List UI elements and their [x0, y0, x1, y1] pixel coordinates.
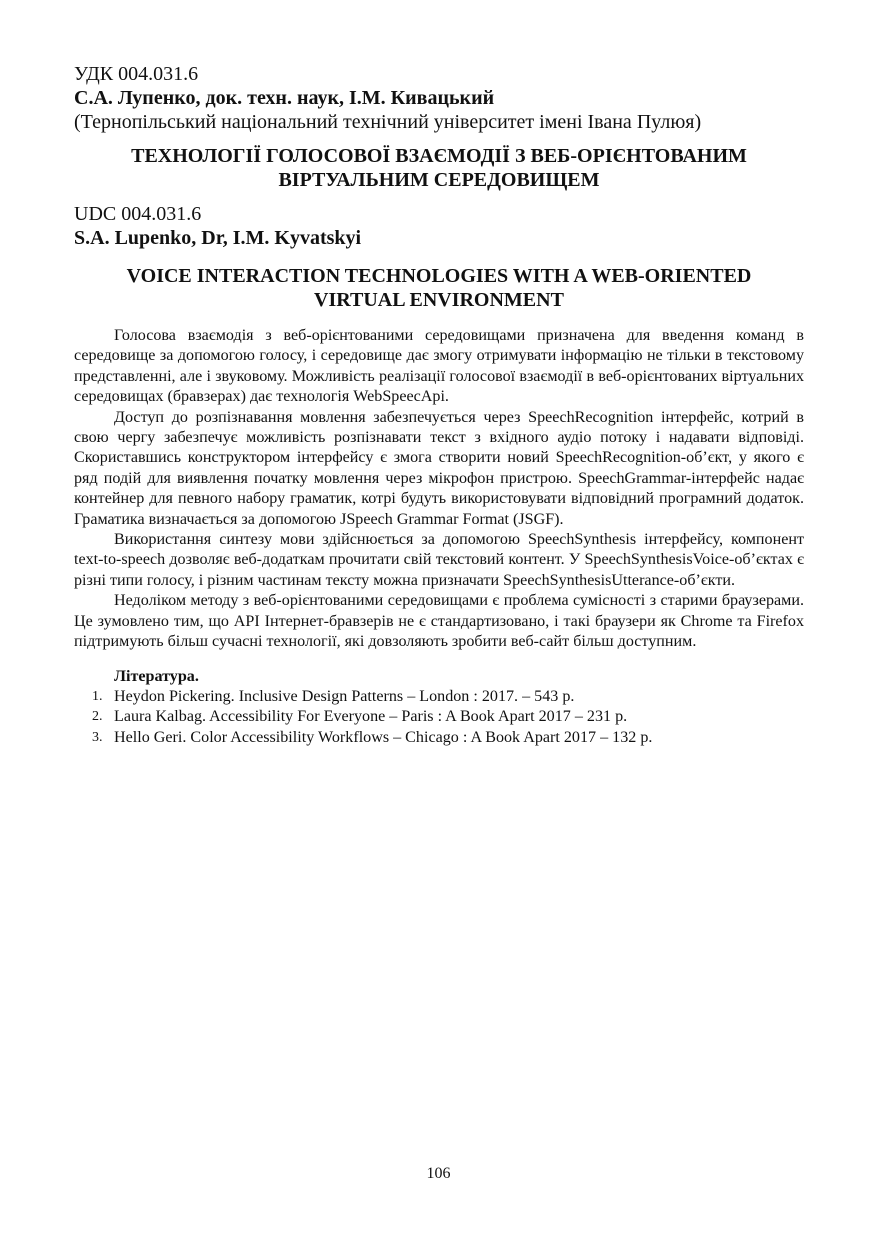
body-paragraph: Недоліком методу з веб-орієнтованими середовищами є проблема сумісності з старими браузерами. Це зумовлено тим, що API Інтернет-бравзерів не є стандартизовано, і такі браузери як Chrome та Firefox підтримують більш сучасні технології, які довзоляють зробити веб-сайт більш доступним.	[74, 592, 804, 651]
paper-title-en-line-1: VOICE INTERACTION TECHNOLOGIES WITH A WEB-ORIENTED	[126, 265, 752, 287]
reference-number: 1.	[92, 688, 103, 704]
paper-page	[74, 62, 804, 748]
reference-item	[74, 707, 804, 727]
reference-text: Laura Kalbag. Accessibility For Everyone – Paris : A Book Apart 2017 – 231 p.	[114, 708, 628, 726]
reference-number: 2.	[92, 709, 103, 725]
page-number: 106	[426, 1165, 451, 1182]
udc-code-en: UDC 004.031.6	[74, 203, 202, 225]
affiliation-ua: (Тернопільський національний технічний університет імені Івана Пулюя)	[74, 111, 702, 133]
paper-title-ua	[74, 144, 804, 192]
reference-text: Heydon Pickering. Inclusive Design Patterns – London : 2017. – 543 p.	[114, 687, 575, 705]
udc-code-ua: УДК 004.031.6	[74, 63, 199, 85]
reference-item	[74, 728, 804, 748]
paper-title-ua-line-2: ВІРТУАЛЬНИМ СЕРЕДОВИЩЕМ	[278, 169, 600, 191]
body-paragraph: Доступ до розпізнавання мовлення забезпечується через SpeechRecognition інтерфейс, котрий в свою чергу забезпечує можливість розпізнавати текст з вхідного аудіо потоку і надавати відповіді. Скориставшись конструктором інтерфейсу є змога створити новий SpeechRecognition-об’єкт, у якого є ряд подій для виявлення початку мовлення через мікрофон пристрою. SpeechGrammar-інтерфейс надає контейнер для певного набору граматик, котрі будуть використовувати відповідний програмний додаток. Граматика визначається за допомогою JSpeech Grammar Format (JSGF).	[74, 408, 804, 528]
reference-number: 3.	[92, 729, 103, 745]
paper-title-en	[74, 264, 804, 312]
authors-en: S.A. Lupenko, Dr, I.M. Kyvatskyi	[74, 227, 362, 249]
body-paragraph: Голосова взаємодія з веб-орієнтованими середовищами призначена для введення команд в середовище за допомогою голосу, і середовище дає змогу отримувати інформацію не тільки в текстовому представленні, але і звуковому. Можливість реалізації голосової взаємодії в веб-орієнтованих віртуальних середовищах (бравзерах) дає технологія WebSpeecApi.	[74, 327, 804, 406]
reference-item	[74, 687, 804, 707]
references-heading: Література.	[114, 667, 199, 685]
paper-title-en-line-2: VIRTUAL ENVIRONMENT	[314, 289, 564, 311]
abstract-body	[74, 326, 804, 653]
body-paragraph: Використання синтезу мови здійснюється за допомогою SpeechSynthesis інтерфейсу, компонент text-to-speech дозволяє веб-додаткам прочитати свій текстовий контент. У SpeechSynthesisVoice-об’єктах є різні типи голосу, і різним частинам тексту можна призначати SpeechSynthesisUtterance-об’єкти.	[74, 531, 804, 589]
reference-text: Hello Geri. Color Accessibility Workflows – Chicago : A Book Apart 2017 – 132 p.	[114, 728, 653, 746]
references-list	[74, 687, 804, 748]
paper-title-ua-line-1: ТЕХНОЛОГІЇ ГОЛОСОВОЇ ВЗАЄМОДІЇ З ВЕБ-ОРІЄНТОВАНИМ	[131, 145, 747, 167]
authors-ua: С.А. Лупенко, док. техн. наук, І.М. Кивацький	[74, 87, 495, 109]
